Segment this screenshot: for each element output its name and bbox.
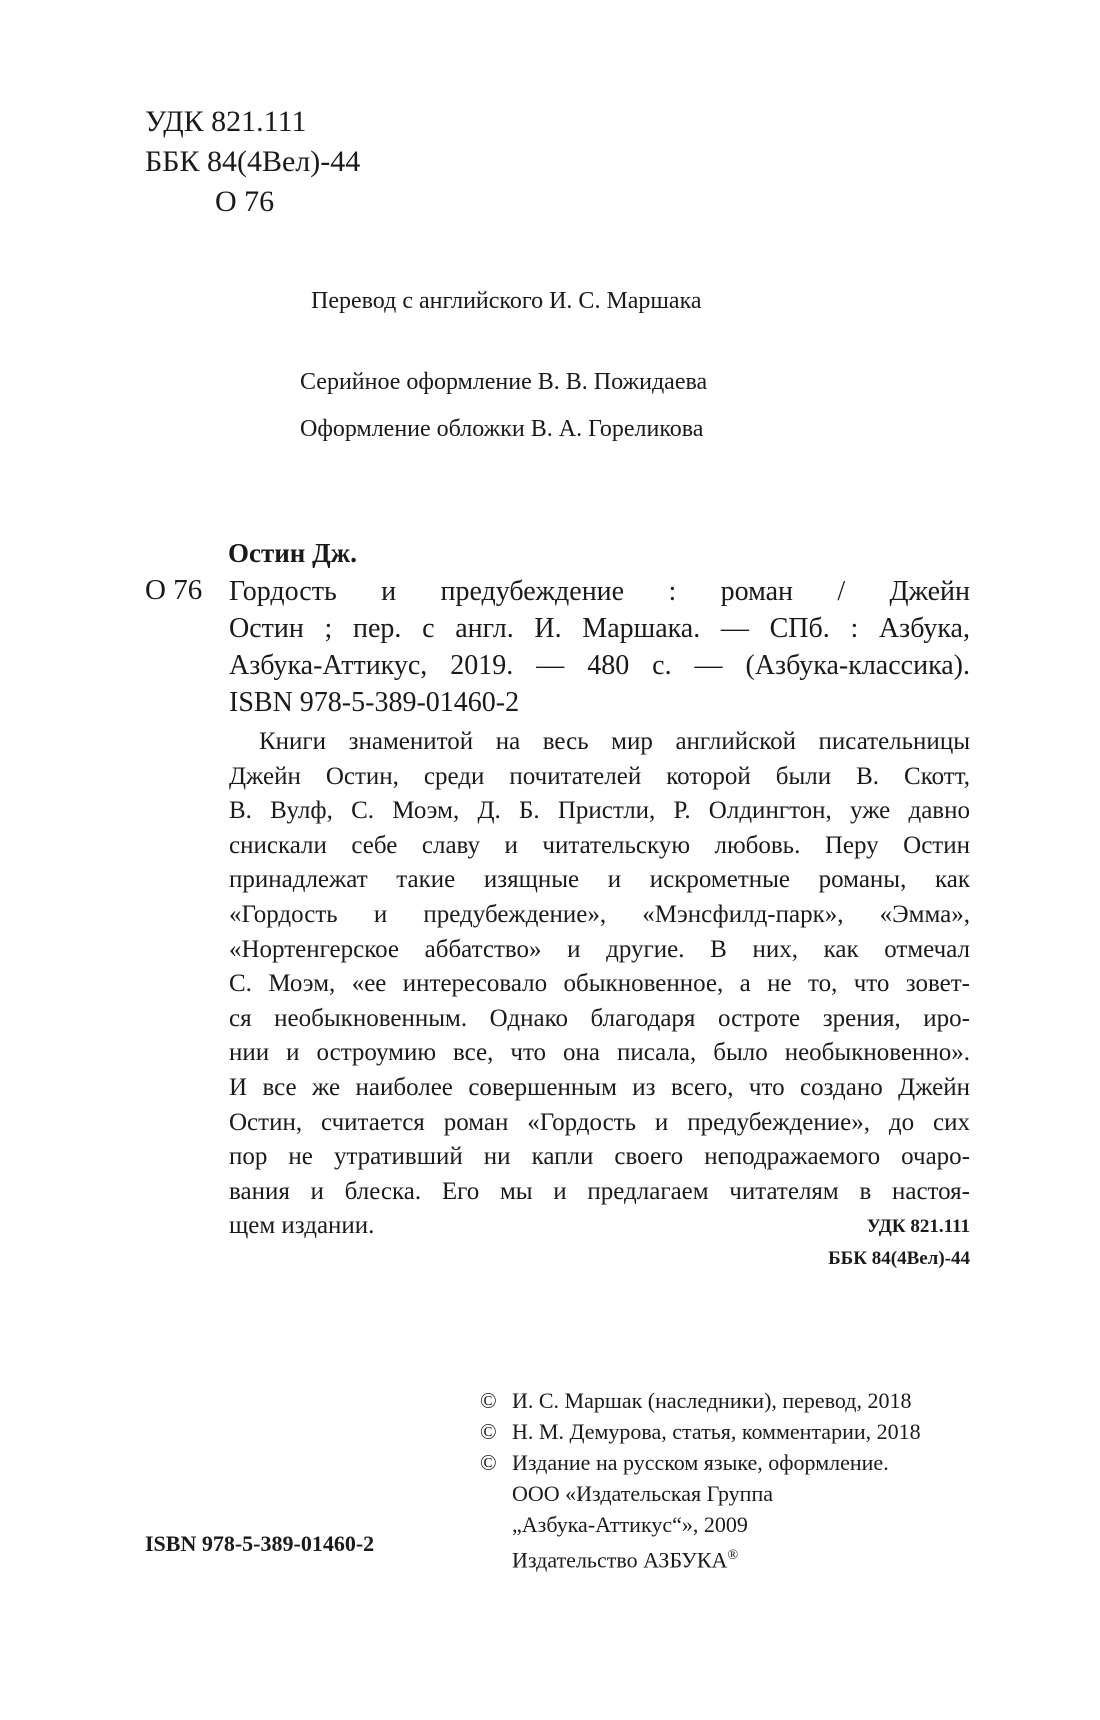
copyright-symbol: © [480,1450,497,1475]
series-design-credit: Серийное оформление В. В. Пожидаева [300,369,708,395]
copyright-publisher-group: ООО «Издательская Группа [512,1481,773,1506]
bbk-code: ББК 84(4Вел)-44 [145,145,361,178]
copyright-commentary: Н. М. Демурова, статья, комментарии, 2018 [512,1419,921,1444]
annotation-line: нии и остроумию все, что она писала, было необыкновенно». [229,1039,970,1067]
annotation [229,725,970,1244]
bibliographic-description [229,573,970,721]
biblio-line: Гордость и предубеждение : роман / Джейн [229,576,970,607]
isbn: ISBN 978-5-389-01460-2 [145,1531,375,1556]
annotation-line: снискали себе славу и читательскую любовь. Перу Остин [229,831,970,859]
copyright-edition: Издание на русском языке, оформление. [512,1450,889,1475]
copyright-publisher-name: „Азбука-Аттикус“», 2009 [512,1512,748,1537]
annotation-line: И все же наиболее совершенным из всего, что создано Джейн [229,1073,970,1101]
record-bbk: ББК 84(4Вел)-44 [828,1248,970,1269]
biblio-line: Азбука-Аттикус, 2019. — 480 с. — (Азбука-классика). [229,650,970,681]
annotation-line: С. Моэм, «ее интересовало обыкновенное, а не то, что зовет- [229,970,970,998]
biblio-isbn: ISBN 978-5-389-01460-2 [229,687,520,718]
cover-design-credit: Оформление обложки В. А. Гореликова [300,416,704,442]
copyright-symbol: © [480,1388,497,1413]
annotation-line: Остин, считается роман «Гордость и предубеждение», до сих [229,1108,970,1136]
registered-mark: ® [727,1548,739,1563]
translation-credit: Перевод с английского И. С. Маршака [311,288,702,314]
copyright-translation: И. С. Маршак (наследники), перевод, 2018 [512,1388,912,1413]
annotation-line: «Гордость и предубеждение», «Мэнсфилд-парк», «Эмма», [229,900,970,928]
copyright-symbol: © [480,1419,497,1444]
annotation-line: пор не утративший ни капли своего неподражаемого очаро- [229,1143,970,1171]
annotation-line: вания и блеска. Его мы и предлагаем читателям в настоя- [229,1177,970,1205]
copyright-block [480,1385,921,1575]
publisher-name: Издательство АЗБУКА [512,1547,728,1573]
annotation-line: «Нортенгерское аббатство» и другие. В них, как отмечал [229,935,970,963]
record-author: Остин Дж. [228,538,358,568]
record-udk: УДК 821.111 [866,1216,970,1237]
record-author-sign: О 76 [145,574,203,606]
classification-codes [145,102,360,222]
annotation-line: Книги знаменитой на весь мир английской писательницы [259,728,970,755]
author-sign: О 76 [215,185,275,218]
copyright-publishing-house [512,1540,738,1575]
annotation-line: ся необыкновенным. Однако благодаря остроте зрения, иро- [229,1004,970,1032]
annotation-line: В. Вулф, С. Моэм, Д. Б. Пристли, Р. Олдингтон, уже давно [229,797,970,825]
record-codes [790,1211,970,1275]
annotation-line: Джейн Остин, среди почитателей которой были В. Скотт, [229,762,970,790]
annotation-line: щем издании. [229,1212,375,1240]
biblio-line: Остин ; пер. с англ. И. Маршака. — СПб. : Азбука, [229,613,970,644]
annotation-line: принадлежат такие изящные и искрометные романы, как [229,866,970,894]
udk-code: УДК 821.111 [145,105,307,138]
